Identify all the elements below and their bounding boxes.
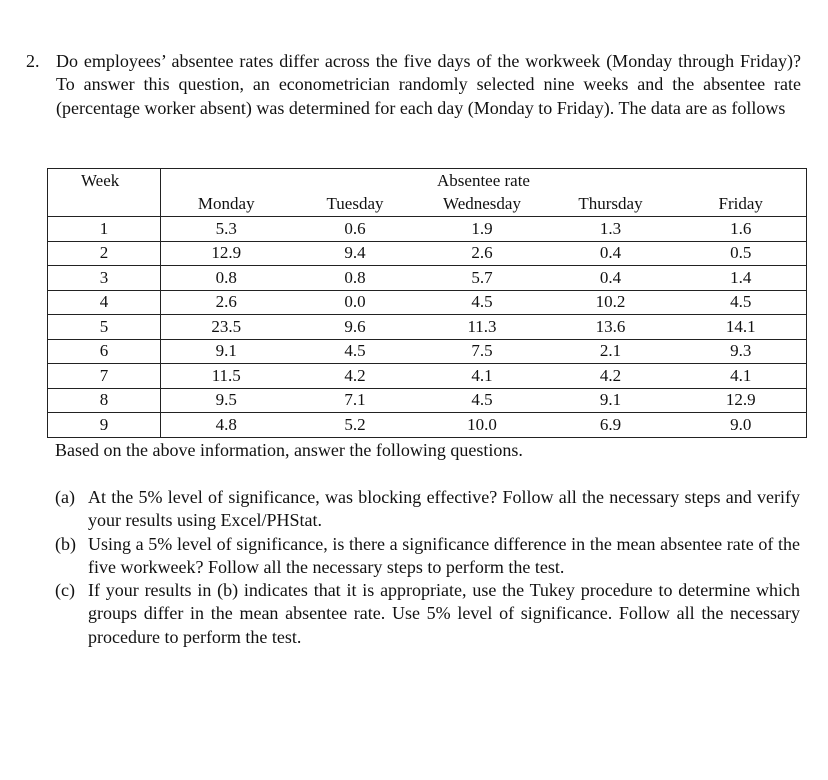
table-row [48, 290, 807, 315]
sub-question-label: (b) [55, 533, 76, 554]
absentee-rate-header: Absentee rate [161, 169, 807, 193]
rate-cell-monday: 2.6 [161, 290, 292, 315]
day-header-wednesday: Wednesday [443, 194, 521, 214]
sub-question-text: Using a 5% level of significance, is there a significance difference in the mean absentee rate of the five workweek? Follow all the necessary steps to perform the test. [88, 533, 800, 577]
week-cell: 1 [48, 217, 161, 242]
sub-question-b [55, 533, 800, 580]
week-cell: 6 [48, 339, 161, 364]
week-cell: 2 [48, 241, 161, 266]
rate-cell-tuesday: 0.0 [292, 290, 419, 315]
absentee-rate-table [47, 168, 807, 438]
rate-cell-wednesday: 4.1 [419, 364, 546, 389]
week-cell: 4 [48, 290, 161, 315]
rate-cell-tuesday: 9.4 [292, 241, 419, 266]
rate-cell-friday: 12.9 [676, 388, 807, 413]
rate-cell-thursday: 0.4 [546, 241, 676, 266]
rate-cell-tuesday: 7.1 [292, 388, 419, 413]
week-cell: 5 [48, 315, 161, 340]
sub-question-text: At the 5% level of significance, was blocking effective? Follow all the necessary steps and verify your results using Excel/PHStat. [88, 487, 800, 531]
rate-cell-friday: 1.6 [676, 217, 807, 242]
rate-cell-wednesday: 4.5 [419, 290, 546, 315]
rate-cell-monday: 23.5 [161, 315, 292, 340]
rate-cell-wednesday: 11.3 [419, 315, 546, 340]
sub-question-text: If your results in (b) indicates that it is appropriate, use the Tukey procedure to determine which groups differ in the mean absentee rate. Use 5% level of significance. Follow all the necessary procedure to perform the test. [88, 580, 800, 647]
rate-cell-monday: 5.3 [161, 217, 292, 242]
week-header-blank [48, 193, 161, 217]
rate-cell-thursday: 10.2 [546, 290, 676, 315]
rate-cell-thursday: 1.3 [546, 217, 676, 242]
rate-cell-thursday: 13.6 [546, 315, 676, 340]
question-text: Do employees’ absentee rates differ across the five days of the workweek (Monday through Friday)? To answer this question, an econometrician randomly selected nine weeks and the absentee rate (percentage worker absent) was determined for each day (Monday to Friday). The data are as follows [56, 51, 801, 118]
rate-cell-monday: 0.8 [161, 266, 292, 291]
question-number: 2. [26, 51, 40, 71]
rate-cell-friday: 4.5 [676, 290, 807, 315]
rate-cell-tuesday: 4.5 [292, 339, 419, 364]
rate-cell-monday: 11.5 [161, 364, 292, 389]
table-row [48, 217, 807, 242]
rate-cell-thursday: 0.4 [546, 266, 676, 291]
day-header-row [48, 193, 807, 217]
rate-cell-thursday: 6.9 [546, 413, 676, 438]
rate-cell-monday: 9.5 [161, 388, 292, 413]
rate-cell-tuesday: 5.2 [292, 413, 419, 438]
week-cell: 9 [48, 413, 161, 438]
rate-cell-thursday: 2.1 [546, 339, 676, 364]
rate-cell-wednesday: 2.6 [419, 241, 546, 266]
table-header-row [48, 169, 807, 193]
sub-questions [55, 486, 800, 649]
rate-cell-thursday: 4.2 [546, 364, 676, 389]
day-header-monday: Monday [161, 193, 292, 217]
day-header-thursday: Thursday [578, 194, 643, 214]
rate-cell-monday: 4.8 [161, 413, 292, 438]
rate-cell-friday: 14.1 [676, 315, 807, 340]
sub-question-c [55, 579, 800, 649]
rate-cell-friday: 1.4 [676, 266, 807, 291]
rate-cell-tuesday: 9.6 [292, 315, 419, 340]
rate-cell-wednesday: 10.0 [419, 413, 546, 438]
rate-cell-friday: 4.1 [676, 364, 807, 389]
table-row [48, 339, 807, 364]
rate-cell-friday: 0.5 [676, 241, 807, 266]
table-row [48, 364, 807, 389]
rate-cell-friday: 9.3 [676, 339, 807, 364]
rate-cell-wednesday: 7.5 [419, 339, 546, 364]
week-header: Week [48, 169, 161, 193]
sub-question-label: (c) [55, 580, 75, 601]
question-block [26, 50, 801, 120]
rate-cell-monday: 12.9 [161, 241, 292, 266]
rate-cell-tuesday: 4.2 [292, 364, 419, 389]
rate-cell-thursday: 9.1 [546, 388, 676, 413]
table-row [48, 413, 807, 438]
instructions-text: Based on the above information, answer the following questions. [55, 440, 523, 460]
table-row [48, 241, 807, 266]
day-header-tuesday: Tuesday [326, 194, 384, 214]
rate-cell-tuesday: 0.8 [292, 266, 419, 291]
rate-cell-tuesday: 0.6 [292, 217, 419, 242]
rate-cell-monday: 9.1 [161, 339, 292, 364]
day-header-friday: Friday [676, 193, 807, 217]
week-cell: 3 [48, 266, 161, 291]
sub-question-label: (a) [55, 487, 75, 507]
week-cell: 7 [48, 364, 161, 389]
week-cell: 8 [48, 388, 161, 413]
rate-cell-wednesday: 4.5 [419, 388, 546, 413]
sub-question-a [55, 486, 800, 533]
table-row [48, 388, 807, 413]
table-row [48, 315, 807, 340]
rate-cell-friday: 9.0 [676, 413, 807, 438]
rate-cell-wednesday: 5.7 [419, 266, 546, 291]
rate-cell-wednesday: 1.9 [419, 217, 546, 242]
table-row [48, 266, 807, 291]
